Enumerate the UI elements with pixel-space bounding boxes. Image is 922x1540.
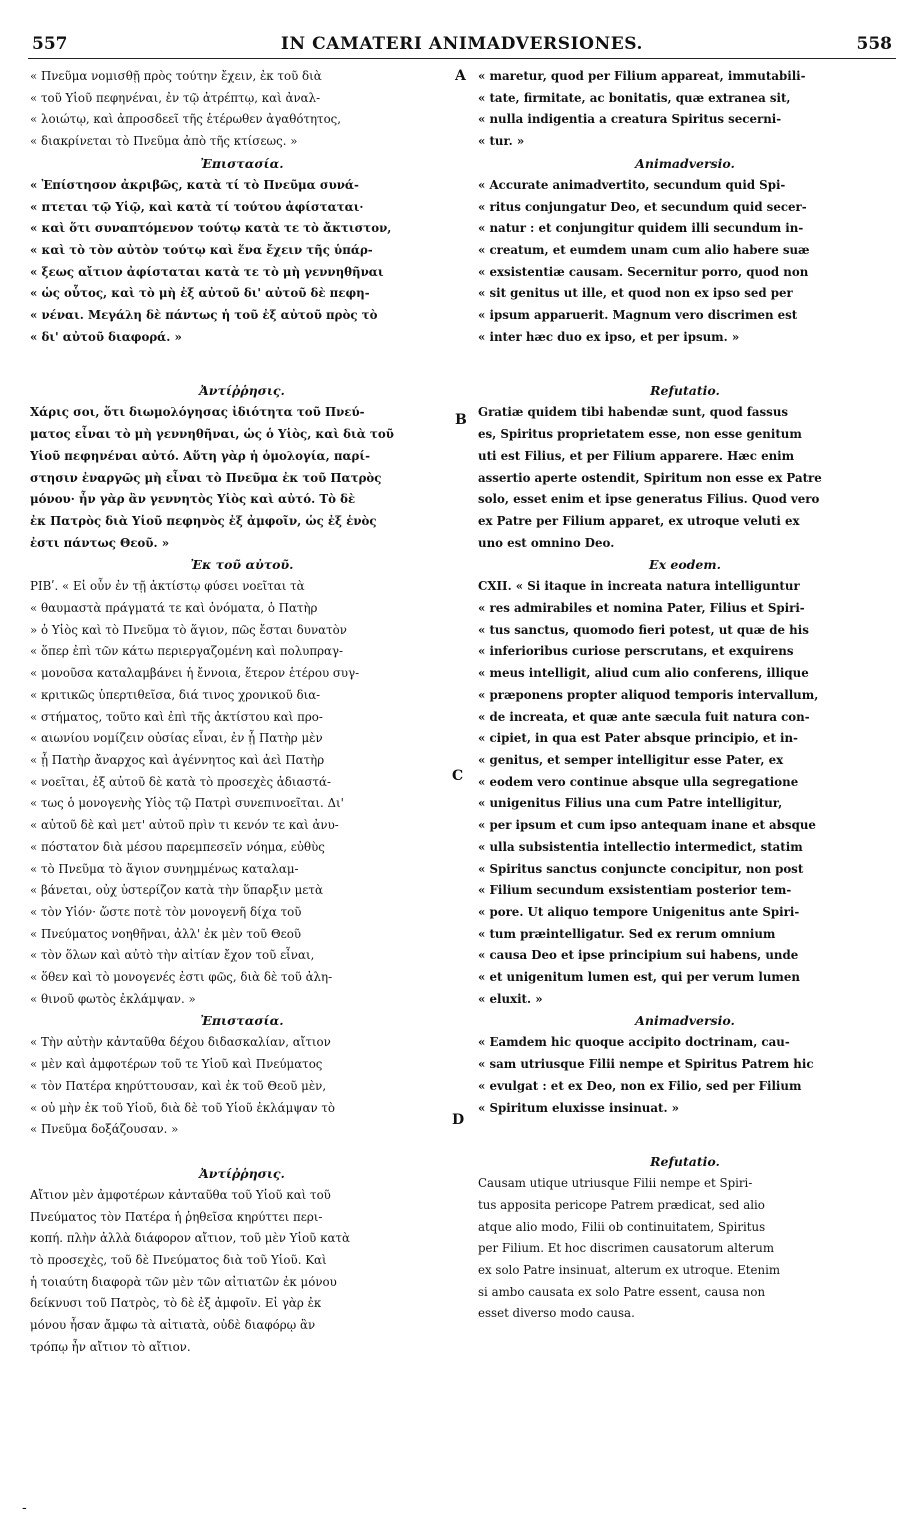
text-line: « natur : et conjungitur quidem illi secundum in- (478, 221, 804, 236)
text-line: δείκνυσι τοῦ Πατρὸς, τὸ δὲ ἐξ ἀμφοῖν. Εἰ γὰρ ἐκ (30, 1296, 322, 1311)
greek-column (30, 66, 454, 1359)
text-line: si ambo causata ex solo Patre essent, causa non (478, 1284, 766, 1299)
text-line: « eluxit. » (478, 991, 543, 1006)
text-line: « Eamdem hic quoque accipito doctrinam, cau- (478, 1035, 790, 1050)
section-heading: Refutatio. (650, 383, 720, 399)
text-line: « θινοῦ φωτὸς ἐκλάμψαν. » (30, 991, 196, 1006)
running-title: IN CAMATERI ANIMADVERSIONES. (280, 34, 644, 54)
text-line: « Accurate animadvertito, secundum quid Spi- (478, 177, 786, 192)
text-line: « τὸν Πατέρα κηρύττουσαν, καὶ ἐκ τοῦ Θεοῦ μὲν, (30, 1078, 327, 1093)
text-line: « maretur, quod per Filium appareat, immutabili- (478, 69, 806, 83)
text-line: κοπή. πλὴν ἀλλὰ διάφορον αἴτιον, τοῦ μὲν Υἱοῦ κατὰ (30, 1231, 350, 1246)
text-line: « τως ὁ μονογενὴς Υἱὸς τῷ Πατρὶ συνεπινοεῖται. Δι' (30, 796, 344, 811)
latin-paragraph-5 (478, 1032, 892, 1119)
section-heading: Ex eodem. (649, 557, 721, 573)
text-line: Υἱοῦ πεφηνέναι αὐτό. Αὕτη γὰρ ἡ ὁμολογία, παρί- (30, 448, 370, 463)
text-line: « ὅπερ ἐπὶ τῶν κάτω περιεργαζομένη καὶ πολυπραγ- (30, 644, 344, 659)
text-line: « καὶ ὅτι συναπτόμενον τούτῳ κατὰ τε τὸ ἄκτιστον, (30, 221, 392, 236)
section-heading: Ἐπιστασία. (200, 155, 284, 171)
section-heading: Animadversio. (635, 1013, 735, 1029)
text-line: Gratiæ quidem tibi habendæ sunt, quod fassus (478, 405, 789, 420)
text-line: « res admirabiles et nomina Pater, Filius et Spiri- (478, 601, 805, 616)
running-header (28, 28, 896, 59)
text-line: « Filium secundum exsistentiam posterior tem- (478, 883, 792, 898)
text-line: « Spiritum eluxisse insinuat. » (478, 1100, 680, 1115)
text-line: « inter hæc duo ex ipso, et per ipsum. » (478, 329, 740, 344)
latin-column (478, 66, 892, 1325)
text-line: στησιν ἐναργῶς μὴ εἶναι τὸ Πνεῦμα ἐκ τοῦ Πατρὸς (30, 470, 382, 485)
text-line: « ὅθεν καὶ τὸ μονογενές ἐστι φῶς, διὰ δὲ τοῦ ἀλη- (30, 970, 333, 985)
greek-paragraph-4 (30, 576, 454, 1010)
text-line: « πτεται τῷ Υἱῷ, καὶ κατὰ τί τούτου ἀφίσταται· (30, 199, 364, 214)
text-line: « τὸν Υἱόν· ὥστε ποτὲ τὸν μονογενῆ δίχα τοῦ (30, 904, 302, 919)
text-line: « Πνεῦμα νομισθῇ πρὸς τούτην ἔχειν, ἐκ τοῦ διὰ (30, 69, 322, 83)
text-line: « ulla subsistentia intellectio intermedict, statim (478, 839, 803, 854)
text-line: CXII. « Si itaque in increata natura intelliguntur (478, 579, 800, 594)
text-line: μόνου· ἦν γὰρ ἂν γεννητὸς Υἱὸς καὶ αὐτό. Τὸ δὲ (30, 492, 356, 507)
text-line: « exsistentiæ causam. Secernitur porro, quod non (478, 264, 809, 279)
text-line: « πόστατον διὰ μέσου παρεμπεσεῖν νόημα, εὐθὺς (30, 839, 325, 854)
left-page-number: 557 (32, 34, 68, 54)
section-heading: Ἀντίῤῥησις. (199, 1165, 285, 1181)
text-line: « tus sanctus, quomodo fieri potest, ut quæ de his (478, 622, 809, 637)
section-marker-a: A (455, 68, 466, 84)
text-line: ἐκ Πατρὸς διὰ Υἱοῦ πεφηνὸς ἐξ ἀμφοῖν, ὡς ἐξ ἑνὸς (30, 513, 377, 528)
section-heading: Ἐπιστασία. (200, 1013, 284, 1029)
text-line: « inferioribus curiose perscrutans, et exquirens (478, 644, 794, 659)
text-line: τὸ προσεχὲς, τοῦ δὲ Πνεύματος διὰ τοῦ Υἱοῦ. Καὶ (30, 1253, 327, 1268)
text-line: « διακρίνεται τὸ Πνεῦμα ἀπὸ τῆς κτίσεως. » (30, 134, 298, 149)
text-line: ex Patre per Filium apparet, ex utroque veluti ex (478, 513, 800, 528)
text-line: « μονοῦσα καταλαμβάνει ἡ ἔννοια, ἕτερον ἑτέρου συγ- (30, 666, 360, 681)
text-line: uno est omnino Deo. (478, 535, 615, 550)
text-line: « ipsum apparuerit. Magnum vero discrimen est (478, 308, 798, 323)
margin-dash: - (22, 1500, 27, 1516)
text-line: « ᾗ Πατὴρ ἄναρχος καὶ ἀγέννητος καὶ ἀεὶ Πατὴρ (30, 752, 325, 767)
text-line: Πνεύματος τὸν Πατέρα ἡ ῥηθεῖσα κηρύττει περι- (30, 1209, 323, 1224)
text-line: « στήματος, τοῦτο καὶ ἐπὶ τῆς ἀκτίστου καὶ προ- (30, 709, 323, 724)
text-line: « pore. Ut aliquo tempore Unigenitus ante Spiri- (478, 904, 800, 919)
text-line: « creatum, et eumdem unam cum alio habere suæ (478, 242, 810, 257)
text-line: « νοεῖται, ἐξ αὐτοῦ δὲ κατὰ τὸ προσεχὲς ἀδιαστά- (30, 774, 331, 789)
section-heading: Ἐκ τοῦ αὐτοῦ. (190, 557, 294, 573)
text-line: « ὡς οὗτος, καὶ τὸ μὴ ἐξ αὐτοῦ δι' αὐτοῦ δὲ πεφη- (30, 286, 370, 301)
text-line: Causam utique utriusque Filii nempe et Spiri- (478, 1176, 753, 1191)
latin-paragraph-6 (478, 1173, 892, 1325)
text-line: es, Spiritus proprietatem esse, non esse genitum (478, 427, 802, 442)
text-line: « βάνεται, οὐχ ὑστερίζον κατὰ τὴν ὕπαρξιν μετὰ (30, 883, 323, 898)
text-line: « λοιώτῳ, καὶ ἀπροσδεεῖ τῆς ἑτέρωθεν ἀγαθότητος, (30, 112, 342, 127)
text-line: « per ipsum et cum ipso antequam inane et absque (478, 818, 816, 833)
greek-paragraph-5 (30, 1032, 454, 1141)
text-line: Χάρις σοι, ὅτι διωμολόγησας ἰδιότητα τοῦ Πνεύ- (30, 405, 365, 420)
greek-paragraph-3 (30, 402, 454, 554)
text-line: μόνου ἦσαν ἄμφω τὰ αἰτιατὰ, οὐδὲ διαφόρῳ ἂν (30, 1318, 316, 1333)
text-line: « Πνεύματος νοηθῆναι, ἀλλ' ἐκ μὲν τοῦ Θεοῦ (30, 926, 301, 941)
text-line: « καὶ τὸ τὸν αὐτὸν τούτῳ καὶ ἕνα ἔχειν τῆς ὑπάρ- (30, 242, 373, 257)
text-line: « genitus, et semper intelligitur esse Pater, ex (478, 752, 784, 767)
text-line: solo, esset enim et ipse generatus Filius. Quod vero (478, 492, 820, 507)
text-line: « evulgat : et ex Deo, non ex Filio, sed per Filium (478, 1078, 802, 1093)
text-line: ΡΙΒʹ. « Εἰ οὖν ἐν τῇ ἀκτίστῳ φύσει νοεῖται τὰ (30, 579, 305, 594)
text-line: τρόπῳ ἦν αἴτιον τὸ αἴτιον. (30, 1339, 191, 1354)
text-line: « ritus conjungatur Deo, et secundum quid secer- (478, 199, 807, 214)
text-line: assertio aperte ostendit, Spiritum non esse ex Patre (478, 470, 822, 485)
text-line: « αὐτοῦ δὲ καὶ μετ' αὐτοῦ πρὶν τι κενόν τε καὶ ἀνυ- (30, 818, 339, 833)
right-page-number: 558 (856, 34, 892, 54)
section-marker-c: C (452, 768, 464, 784)
section-heading: Animadversio. (635, 155, 735, 171)
text-line: « κριτικῶς ὑπερτιθεῖσα, διά τινος χρονικοῦ δια- (30, 687, 321, 702)
text-line: ἐστι πάντως Θεοῦ. » (30, 535, 170, 550)
section-marker-b: B (455, 412, 467, 428)
text-line: « Τὴν αὐτὴν κἀνταῦθα δέχου διδασκαλίαν, αἴτιον (30, 1035, 331, 1050)
text-line: « νέναι. Μεγάλη δὲ πάντως ἡ τοῦ ἐξ αὐτοῦ πρὸς τὸ (30, 308, 378, 323)
section-heading: Ἀντίῤῥησις. (199, 383, 285, 399)
text-line: « τὸν ὅλων καὶ αὐτὸ τὴν αἰτίαν ἔχον τοῦ εἶναι, (30, 948, 315, 963)
text-line: « Ἐπίστησον ἀκριβῶς, κατὰ τί τὸ Πνεῦμα συνά- (30, 177, 359, 192)
text-line: « tum præintelligatur. Sed ex rerum omnium (478, 926, 776, 941)
section-marker-d: D (452, 1112, 465, 1128)
text-line: « δι' αὐτοῦ διαφορά. » (30, 329, 182, 344)
greek-paragraph-2 (30, 175, 454, 349)
text-line: « tur. » (478, 134, 525, 149)
text-line: « αιωνίου νομίζειν οὐσίας εἶναι, ἐν ᾗ Πατὴρ μὲν (30, 731, 323, 746)
text-line: esset diverso modo causa. (478, 1306, 635, 1321)
text-line: Αἴτιον μὲν ἀμφοτέρων κἀνταῦθα τοῦ Υἱοῦ καὶ τοῦ (30, 1187, 331, 1202)
latin-paragraph-4 (478, 576, 892, 1010)
text-line: « θαυμαστὰ πράγματά τε καὶ ὀνόματα, ὁ Πατὴρ (30, 601, 318, 616)
latin-paragraph-2 (478, 175, 892, 349)
text-line: uti est Filius, et per Filium apparere. Hæc enim (478, 448, 795, 463)
text-line: « οὐ μὴν ἐκ τοῦ Υἱοῦ, διὰ δὲ τοῦ Υἱοῦ ἐκλάμψαν τὸ (30, 1100, 336, 1115)
text-line: « tate, firmitate, ac bonitatis, quæ extranea sit, (478, 90, 791, 105)
text-line: « ξεως αἴτιον ἀφίσταται κατὰ τε τὸ μὴ γεννηθῆναι (30, 264, 384, 279)
text-line: « nulla indigentia a creatura Spiritus secerni- (478, 112, 782, 127)
latin-paragraph-1 (478, 66, 892, 153)
text-line: « τοῦ Υἱοῦ πεφηνέναι, ἐν τῷ ἀτρέπτῳ, καὶ ἀναλ- (30, 90, 321, 105)
text-line: « præponens propter aliquod temporis intervallum, (478, 687, 819, 702)
text-line: « eodem vero continue absque ulla segregatione (478, 774, 799, 789)
text-line: « meus intelligit, aliud cum alio conferens, illique (478, 666, 809, 681)
text-line: ex solo Patre insinuat, alterum ex utroque. Etenim (478, 1263, 781, 1278)
text-line: ἡ τοιαύτη διαφορὰ τῶν μὲν τῶν αἰτιατῶν ἐκ μόνου (30, 1274, 337, 1289)
text-line: « de increata, et quæ ante sæcula fuit natura con- (478, 709, 810, 724)
text-line: atque alio modo, Filii ob continuitatem, Spiritus (478, 1219, 766, 1234)
text-line: « sit genitus ut ille, et quod non ex ipso sed per (478, 286, 793, 301)
text-line: « cipiet, in qua est Pater absque principio, et in- (478, 731, 798, 746)
text-line: per Filium. Et hoc discrimen causatorum alterum (478, 1241, 775, 1256)
text-line: « causa Deo et ipse principium sui habens, unde (478, 948, 799, 963)
text-line: tus apposita pericope Patrem prædicat, sed alio (478, 1197, 765, 1212)
text-line: « Spiritus sanctus conjuncte concipitur, non post (478, 861, 804, 876)
text-line: « τὸ Πνεῦμα τὸ ἅγιον συνημμένως καταλαμ- (30, 861, 299, 876)
text-line: » ὁ Υἱὸς καὶ τὸ Πνεῦμα τὸ ἅγιον, πῶς ἔσται δυνατὸν (30, 622, 347, 637)
section-heading: Refutatio. (650, 1154, 720, 1170)
text-line: « μὲν καὶ ἀμφοτέρων τοῦ τε Υἱοῦ καὶ Πνεύματος (30, 1057, 323, 1072)
latin-paragraph-3 (478, 402, 892, 554)
text-line: « unigenitus Filius una cum Patre intelligitur, (478, 796, 783, 811)
text-line: ματος εἶναι τὸ μὴ γεννηθῆναι, ὡς ὁ Υἱὸς, καὶ διὰ τοῦ (30, 427, 394, 442)
text-line: « Πνεῦμα δοξάζουσαν. » (30, 1122, 179, 1137)
text-line: « sam utriusque Filii nempe et Spiritus Patrem hic (478, 1057, 814, 1072)
greek-paragraph-6 (30, 1185, 454, 1359)
greek-paragraph-1 (30, 66, 454, 153)
text-line: « et unigenitum lumen est, qui per verum lumen (478, 970, 801, 985)
